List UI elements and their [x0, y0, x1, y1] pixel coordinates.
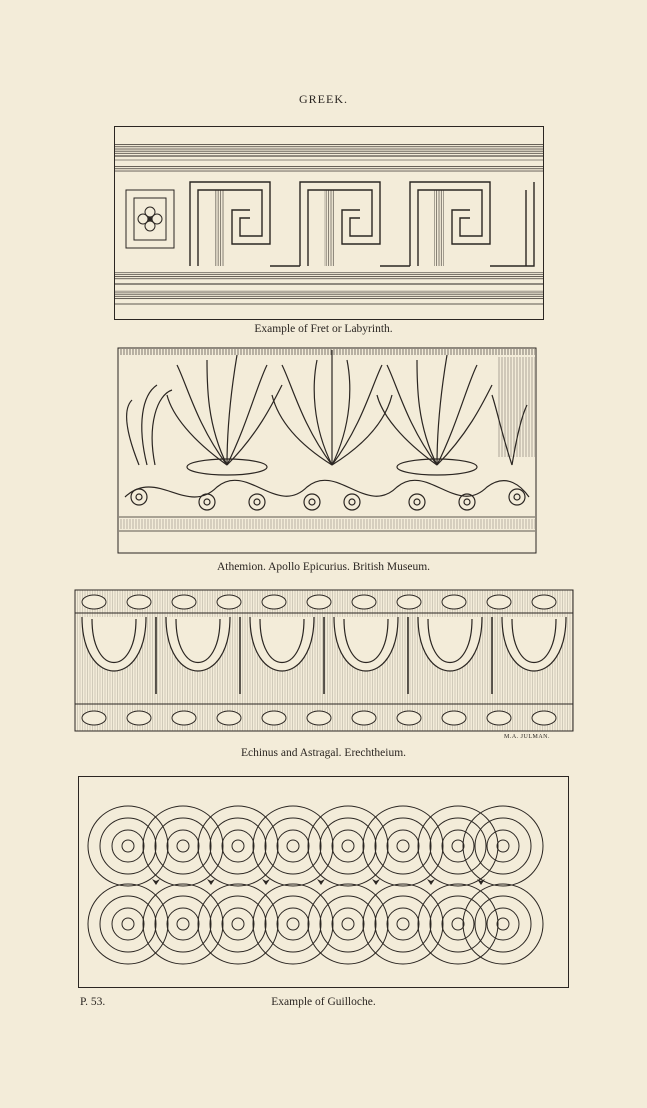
anthemion-caption: Athemion. Apollo Epicurius. British Museum. — [216, 561, 431, 573]
guilloche-illustration — [78, 776, 569, 988]
echinus-caption: Echinus and Astragal. Erechtheium. — [240, 747, 407, 759]
page-heading: GREEK. — [299, 92, 348, 106]
guilloche-caption: Example of Guilloche. — [271, 996, 376, 1008]
fret-illustration — [114, 126, 544, 320]
echinus-illustration — [74, 589, 574, 732]
page-number: P. 53. — [80, 996, 106, 1008]
engraver-signature: M.A. JULMAN. — [504, 734, 551, 740]
anthemion-illustration — [117, 347, 537, 554]
fret-caption: Example of Fret or Labyrinth. — [254, 323, 393, 335]
